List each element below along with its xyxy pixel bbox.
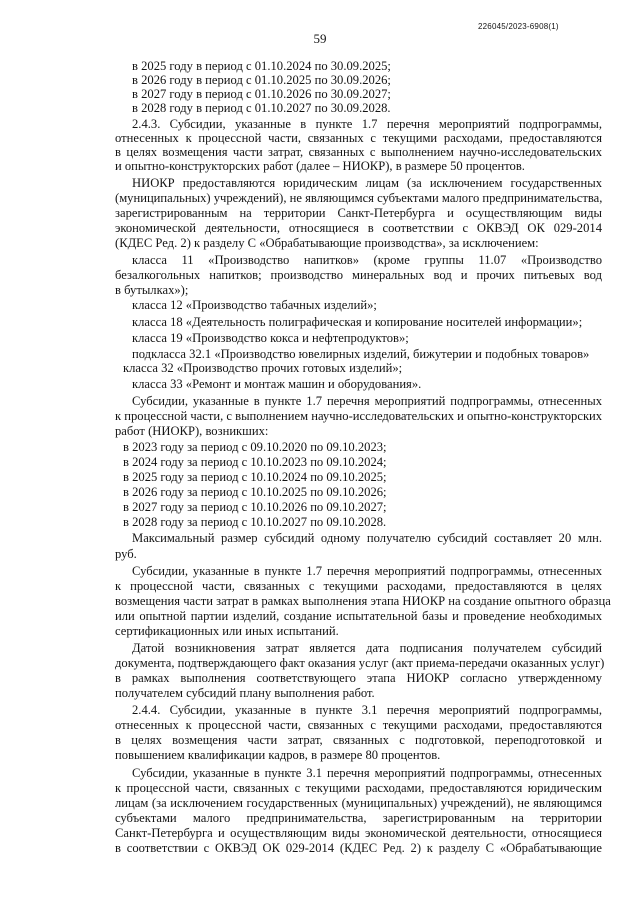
text-line: субъектами малого предпринимательства, зарегистрированным на территории xyxy=(115,811,602,825)
text-line: в 2023 году за период с 09.10.2020 по 09.10.2023; xyxy=(123,440,387,454)
text-line: класса 32 «Производство прочих готовых изделий»; xyxy=(123,361,403,375)
text-line: класса 11 «Производство напитков» (кроме группы 11.07 «Производство xyxy=(132,253,602,267)
text-line: отнесенных к процессной части, связанных с текущими расходами, предоставляются xyxy=(115,718,602,732)
text-line: Субсидии, указанные в пункте 1.7 перечня мероприятий подпрограммы, отнесенных xyxy=(132,394,602,408)
text-line: в бутылках»); xyxy=(115,283,189,297)
text-line: в 2024 году за период с 10.10.2023 по 09.10.2024; xyxy=(123,455,387,469)
text-line: в 2028 году за период с 10.10.2027 по 09.10.2028. xyxy=(123,515,387,529)
text-line: Субсидии, указанные в пункте 1.7 перечня мероприятий подпрограммы, отнесенных xyxy=(132,564,602,578)
text-line: в целях возмещения части затрат, связанных с подготовкой, переподготовкой и xyxy=(115,733,602,747)
text-line: документа, подтверждающего факт оказания услуг (акт приема-передачи оказанных услуг) xyxy=(115,656,605,670)
text-line: и опытно-конструкторских работ (далее – НИОКР), в размере 50 процентов. xyxy=(115,159,525,173)
text-line: класса 33 «Ремонт и монтаж машин и оборудования». xyxy=(132,377,422,391)
text-line: Датой возникновения затрат является дата подписания получателем субсидий xyxy=(132,641,602,655)
text-line: НИОКР предоставляются юридическим лицам (за исключением государственных xyxy=(132,176,602,190)
text-line: (муниципальных) учреждений), не являющимся субъектами малого предпринимательства, xyxy=(115,191,603,205)
text-line: Максимальный размер субсидий одному получателю субсидий составляет 20 млн. xyxy=(132,531,602,545)
text-line: сертификационных или иных испытаний. xyxy=(115,624,339,638)
text-line: в 2027 году в период с 01.10.2026 по 30.09.2027; xyxy=(132,87,391,101)
document-id: 226045/2023-6908(1) xyxy=(478,22,559,31)
page-number: 59 xyxy=(313,31,327,46)
text-line: в целях возмещения части затрат, связанных с выполнением научно-исследовательских xyxy=(115,145,602,159)
text-line: к процессной части, связанных с текущими расходами, предоставляются в целях xyxy=(115,579,602,593)
text-line: в 2028 году в период с 01.10.2027 по 30.09.2028. xyxy=(132,101,391,115)
text-line: зарегистрированным на территории Санкт-Петербурга и осуществляющим виды xyxy=(115,206,602,220)
text-line: класса 18 «Деятельность полиграфическая и копирование носителей информации»; xyxy=(132,315,583,329)
text-line: или опытной партии изделий, создание испытательной базы и проведение необходимых xyxy=(115,609,602,623)
text-line: в 2027 году за период с 10.10.2026 по 09.10.2027; xyxy=(123,500,387,514)
text-line: в рамках выполнения соответствующего этапа НИОКР согласно утвержденному xyxy=(115,671,602,685)
text-line: класса 19 «Производство кокса и нефтепродуктов»; xyxy=(132,331,409,345)
text-line: к процессной части, связанных с текущими расходами, предоставляются юридическим xyxy=(115,781,602,795)
text-line: лицам (за исключением государственных (муниципальных) учреждений), не являющимся xyxy=(115,796,602,810)
text-line: работ (НИОКР), возникших: xyxy=(115,424,269,438)
text-line: (КДЕС Ред. 2) к разделу С «Обрабатывающие производства», за исключением: xyxy=(115,236,539,250)
text-line: возмещения части затрат в рамках выполнения этапа НИОКР на создание опытного образца xyxy=(115,594,611,608)
text-line: к процессной части, с выполнением научно-исследовательских и опытно-конструкторских xyxy=(115,409,603,423)
text-line: отнесенных к процессной части, связанных с текущими расходами, предоставляются xyxy=(115,131,602,145)
text-line: получателем субсидий плану выполнения работ. xyxy=(115,686,375,700)
text-line: 2.4.4. Субсидии, указанные в пункте 3.1 перечня мероприятий подпрограммы, xyxy=(132,703,602,717)
text-line: экономической деятельности, относящиеся в соответствии с ОКВЭД ОК 029-2014 xyxy=(115,221,602,235)
text-line: в 2025 году в период с 01.10.2024 по 30.09.2025; xyxy=(132,59,391,73)
text-line: в 2026 году в период с 01.10.2025 по 30.09.2026; xyxy=(132,73,391,87)
text-line: подкласса 32.1 «Производство ювелирных изделий, бижутерии и подобных товаров» xyxy=(132,347,590,361)
text-line: безалкогольных напитков; производство минеральных вод и прочих питьевых вод xyxy=(115,268,602,282)
text-line: в 2026 году за период с 10.10.2025 по 09.10.2026; xyxy=(123,485,387,499)
text-line: класса 12 «Производство табачных изделий»; xyxy=(132,298,377,312)
text-line: в соответствии с ОКВЭД ОК 029-2014 (КДЕС Ред. 2) к разделу С «Обрабатывающие xyxy=(115,841,602,855)
text-line: руб. xyxy=(115,547,137,561)
text-line: 2.4.3. Субсидии, указанные в пункте 1.7 перечня мероприятий подпрограммы, xyxy=(132,117,602,131)
text-line: повышением квалификации кадров, в размере 80 процентов. xyxy=(115,748,441,762)
text-line: Субсидии, указанные в пункте 3.1 перечня мероприятий подпрограммы, отнесенных xyxy=(132,766,602,780)
text-line: Санкт-Петербурга и осуществляющим виды экономической деятельности, относящиеся xyxy=(115,826,602,840)
text-line: в 2025 году за период с 10.10.2024 по 09.10.2025; xyxy=(123,470,387,484)
